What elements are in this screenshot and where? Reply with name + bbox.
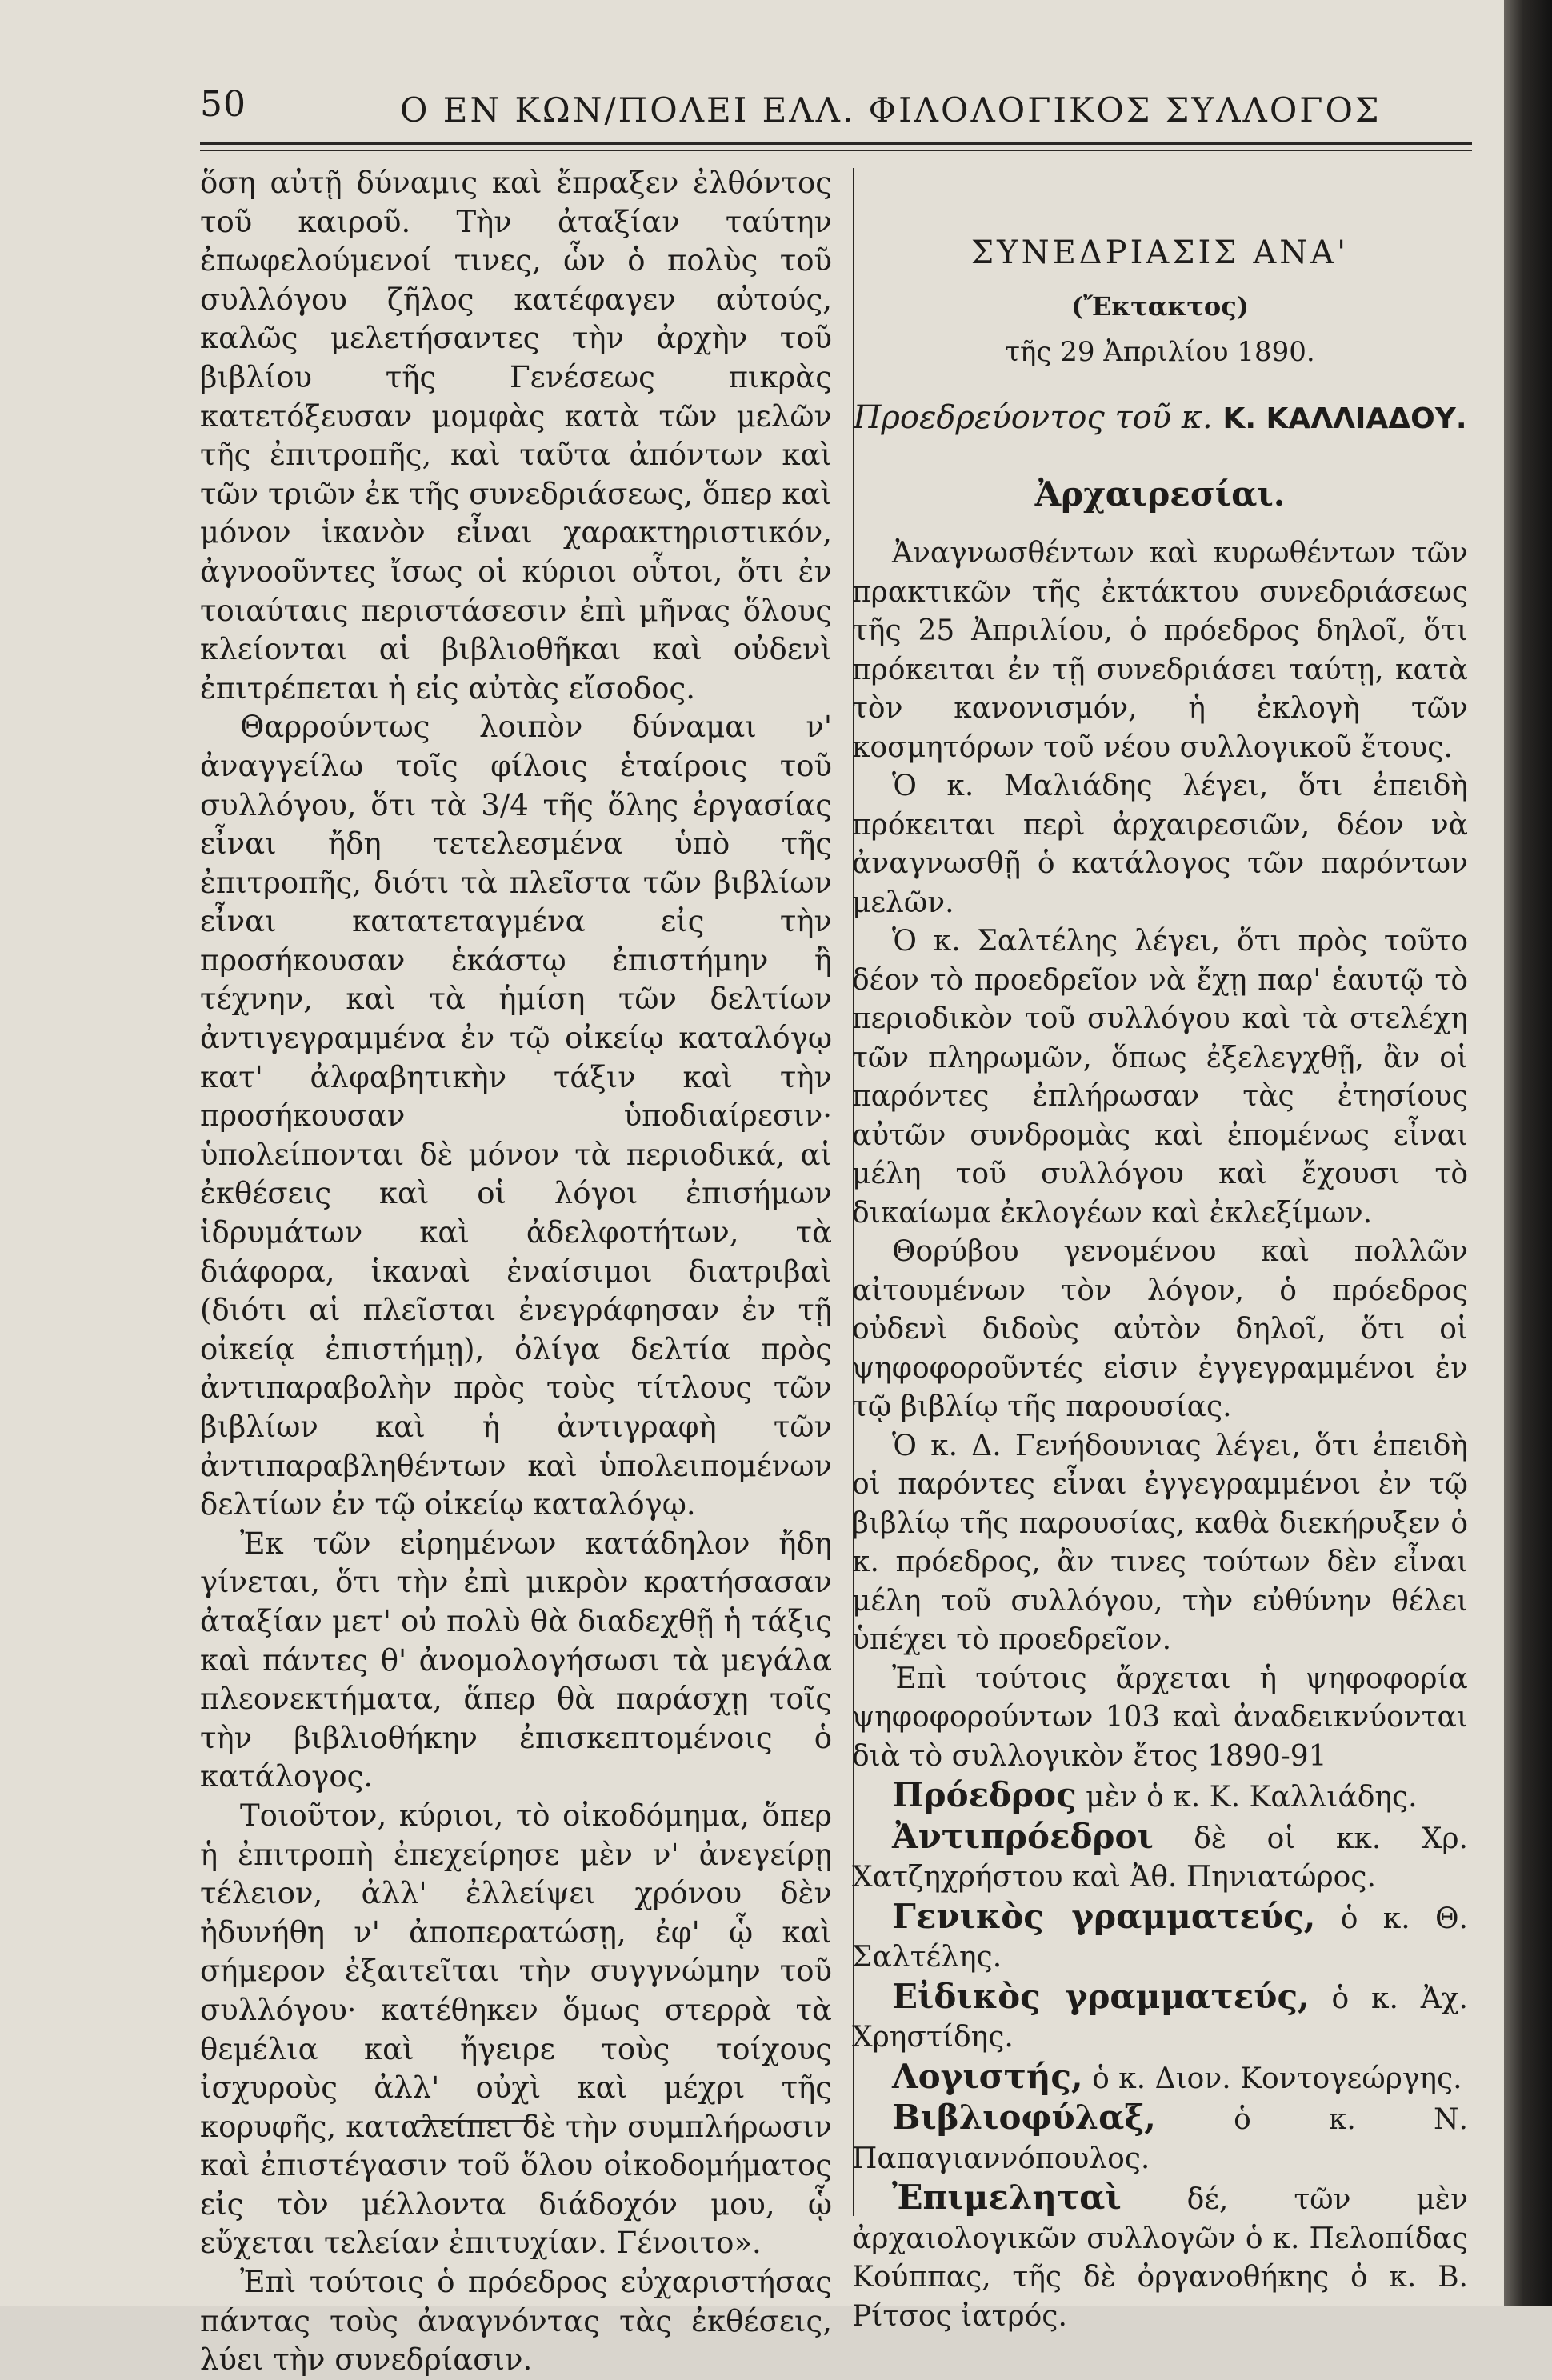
chair-prefix: Προεδρεύοντος τοῦ κ. [853,399,1213,436]
section-end-rule [416,2120,536,2122]
left-paragraph-1: ὅση αὐτῇ δύναμις καὶ ἔπραξεν ἐλθόντος τοῦ καιροῦ. Τὴν ἀταξίαν ταύτην ἐπωφελούμενοί τινες, ὧν ὁ πολὺς τοῦ συλλόγου ζῆλος κατέφαγεν αὐτούς, καλῶς μελετήσαντες τὴν ἀρχὴν τοῦ βιβλίου τῆς Γενέσεως πικρὰς κατετόξευσαν μομφὰς κατὰ τῶν μελῶν τῆς ἐπιτροπῆς, καὶ ταῦτα ἀπόντων καὶ τῶν τριῶν ἐκ τῆς συνεδριάσεως, ὅπερ καὶ μόνον ἱκανὸν εἶναι χαρακτηριστικόν, ἀγνοοῦντες ἴσως οἱ κύριοι οὗτοι, ὅτι ἐν τοιαύταις περιστάσεσιν ἐπὶ μῆνας ὅλους κλείονται αἱ βιβλιοθῆκαι καὶ οὐδενὶ ἐπιτρέπεται ἡ εἰς αὐτὰς εἴσοδος. [200,166,832,706]
officer-entry [852,1898,1468,1978]
session-date: τῆς 29 Ἀπριλίου 1890. [1005,336,1315,368]
left-paragraph-3: Ἐκ τῶν εἰρημένων κατάδηλον ἤδη γίνεται, ὅτι τὴν ἐπὶ μικρὸν κρατήσασαν ἀταξίαν μετ' οὐ πολὺ θὰ διαδεχθῇ ἡ τάξις καὶ πάντες θ' ἀνομολογήσωσι τὰ μεγάλα πλεονεκτήματα, ἅπερ θὰ παράσχῃ τοῖς τὴν βιβλιοθήκην ἐπισκεπτομένοις ὁ κατάλογος. [200,1526,832,1794]
officer-entry [852,2178,1468,2336]
officer-details: ὁ κ. Θ. Σαλτέλης. [852,1902,1468,1974]
right-paragraph-3: Ὁ κ. Σαλτέλης λέγει, ὅτι πρὸς τοῦτο δέον τὸ προεδρεῖον νὰ ἔχῃ παρ' ἑαυτῷ τὸ περιοδικὸν τοῦ συλλόγου καὶ τὰ στελέχη τῶν πληρωμῶν, ὅπως ἐξελεγχθῇ, ἂν οἱ παρόντες ἐπλήρωσαν τὰς ἐτησίους αὐτῶν συνδρομὰς καὶ ἐπομένως εἶναι μέλη τοῦ συλλόγου καὶ ἔχουσι τὸ δικαίωμα ἐκλογέων καὶ ἐκλεξίμων. [852,925,1468,1230]
officer-entry [852,2098,1468,2178]
session-title: ΣΥΝΕΔΡΙΑΣΙΣ ΑΝΑ' [970,234,1350,271]
section-title: Ἀρχαιρεσίαι. [1034,474,1286,514]
officer-role: Γενικὸς γραμματεύς, [892,1896,1316,1936]
right-paragraph-6: Ἐπὶ τούτοις ἄρχεται ἡ ψηφοφορία ψηφοφορούντων 103 καὶ ἀναδεικνύονται διὰ τὸ συλλογικὸν ἔτος 1890-91 [852,1662,1468,1773]
right-column [852,232,1468,2336]
officer-details: ὁ κ. Ἀχ. Χρηστίδης. [852,1982,1468,2054]
officer-details: δὲ οἱ κκ. Χρ. Χατζηχρήστου καὶ Ἀθ. Πηνιατώρος. [852,1822,1468,1894]
header-rule-thin [200,150,1472,151]
right-paragraph-5: Ὁ κ. Δ. Γενήδουνιας λέγει, ὅτι ἐπειδὴ οἱ παρόντες εἶναι ἐγγεγραμμένοι ἐν τῷ βιβλίῳ τῆς παρουσίας, καθὰ διεκήρυξεν ὁ κ. πρόεδρος, ἂν τινες τούτων δὲν εἶναι μέλη τοῦ συλλόγου, τὴν εὐθύνην θέλει ὑπέχει τὸ προεδρεῖον. [852,1429,1468,1656]
officer-role: Εἰδικὸς γραμματεύς, [892,1976,1310,2016]
officer-details: ὁ κ. Διον. Κοντογεώργης. [1092,2062,1462,2095]
running-title: Ο ΕΝ ΚΩΝ/ΠΟΛΕΙ ΕΛΛ. ΦΙΛΟΛΟΓΙΚΟΣ ΣΥΛΛΟΓΟΣ [400,90,1382,130]
officer-entry [852,1978,1468,2058]
page-header [200,84,1382,132]
officer-details: δέ, τῶν μὲν ἀρχαιολογικῶν συλλογῶν ὁ κ. Πελοπίδας Κούππας, τῆς δὲ ὀργανοθήκης ὁ κ. Β. Ρίτσος ἰατρός. [852,2183,1468,2333]
left-paragraph-2: Θαρρούντως λοιπὸν δύναμαι ν' ἀναγγείλω τοῖς φίλοις ἑταίροις τοῦ συλλόγου, ὅτι τὰ 3/4 τῆς ὅλης ἐργασίας εἶναι ἤδη τετελεσμένα ὑπὸ τῆς ἐπιτροπῆς, διότι τὰ πλεῖστα τῶν βιβλίων εἶναι κατατεταγμένα εἰς τὴν προσήκουσαν ἑκάστῳ ἐπιστήμην ἢ τέχνην, καὶ τὰ ἡμίση τῶν δελτίων ἀντιγεγραμμένα ἐν τῷ οἰκείῳ καταλόγῳ κατ' ἀλφαβητικὴν τάξιν καὶ τὴν προσήκουσαν ὑποδιαίρεσιν· ὑπολείπονται δὲ μόνον τὰ περιοδικά, αἱ ἐκθέσεις καὶ οἱ λόγοι ἐπισήμων ἱδρυμάτων καὶ ἀδελφοτήτων, τὰ διάφορα, ἱκαναὶ ἐναίσιμοι διατριβαὶ (διότι αἱ πλεῖσται ἐνεγράφησαν ἐν τῇ οἰκείᾳ ἐπιστήμῃ), ὀλίγα δελτία πρὸς ἀντιπαραβολὴν πρὸς τοὺς τίτλους τῶν βιβλίων καὶ ἡ ἀντιγραφὴ τῶν ἀντιπαραβληθέντων καὶ ὑπολειπομένων δελτίων ἐν τῷ οἰκείῳ καταλόγῳ. [200,710,832,1522]
session-subtitle: (Ἔκτακτος) [1071,291,1249,322]
officer-role: Λογιστής, [892,2056,1083,2096]
officer-role: Πρόεδρος [892,1775,1077,1814]
officer-role: Ἀντιπρόεδροι [892,1816,1154,1856]
officer-details: ὁ κ. Ν. Παπαγιαννόπουλος. [852,2103,1468,2175]
right-paragraph-2: Ὁ κ. Μαλιάδης λέγει, ὅτι ἐπειδὴ πρόκειται περὶ ἀρχαιρεσιῶν, δέον νὰ ἀναγνωσθῇ ὁ κατάλογος τῶν παρόντων μελῶν. [852,770,1468,919]
officer-role: Ἐπιμεληταὶ [892,2178,1122,2217]
officer-entry [852,2058,1468,2099]
page-number: 50 [200,84,246,125]
left-column [200,164,832,2380]
session-chair [852,394,1468,443]
left-paragraph-5: Ἐπὶ τούτοις ὁ πρόεδρος εὐχαριστήσας πάντας τοὺς ἀναγνόντας τὰς ἐκθέσεις, λύει τὴν συνεδρίασιν. [200,2265,832,2378]
officer-entry [852,1818,1468,1898]
officer-role: Βιβλιοφύλαξ, [892,2098,1156,2137]
right-paragraph-4: Θορύβου γενομένου καὶ πολλῶν αἰτουμένων τὸν λόγον, ὁ πρόεδρος οὐδενὶ διδοὺς αὐτὸν δηλοῖ, ὅτι οἱ ψηφοφοροῦντές εἰσιν ἐγγεγραμμένοι ἐν τῷ βιβλίῳ τῆς παρουσίας. [852,1235,1468,1423]
book-spine-shadow [1504,0,1552,2306]
left-paragraph-4: Τοιοῦτον, κύριοι, τὸ οἰκοδόμημα, ὅπερ ἡ ἐπιτροπὴ ἐπεχείρησε μὲν ν' ἀνεγείρῃ τέλειον, ἀλλ' ἐλλείψει χρόνου δὲν ἠδυνήθη ν' ἀποπερατώσῃ, ἐφ' ᾧ καὶ σήμερον ἐξαιτεῖται τὴν συγγνώμην τοῦ συλλόγου· κατέθηκεν ὅμως στερρὰ τὰ θεμέλια καὶ ἤγειρε τοὺς τοίχους ἰσχυροὺς ἀλλ' οὐχὶ καὶ μέχρι τῆς κορυφῆς, καταλείπει δὲ τὴν συμπλήρωσιν καὶ ἐπιστέγασιν τοῦ ὅλου οἰκοδομήματος εἰς τὸν μέλλοντα διάδοχόν μου, ᾧ εὔχεται τελείαν ἐπιτυχίαν. Γένοιτο». [200,1798,832,2261]
header-rule [200,142,1472,145]
officer-entry [852,1776,1468,1818]
officer-details: μὲν ὁ κ. Κ. Καλλιάδης. [1086,1781,1418,1814]
chair-name: Κ. ΚΑΛΛΙΑΔΟΥ. [1222,402,1467,435]
right-paragraph-1: Ἀναγνωσθέντων καὶ κυρωθέντων τῶν πρακτικῶν τῆς ἐκτάκτου συνεδριάσεως τῆς 25 Ἀπριλίου, ὁ πρόεδρος δηλοῖ, ὅτι πρόκειται ἐν τῇ συνεδριάσει ταύτῃ, κατὰ τὸν κανονισμόν, ἡ ἐκλογὴ τῶν κοσμητόρων τοῦ νέου συλλογικοῦ ἔτους. [852,537,1468,764]
